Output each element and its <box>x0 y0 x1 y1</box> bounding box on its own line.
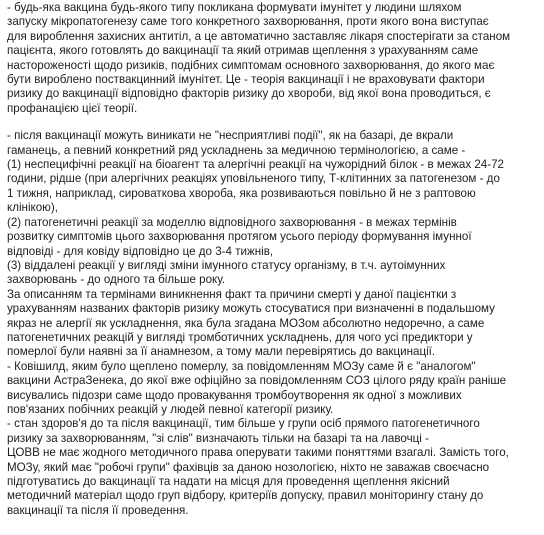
text-line: урахуванням названих факторів ризику можуть стосуватися при визначенні в подальшому <box>7 302 495 316</box>
text-line: (2) патогенетичні реакції за моделлю відповідного захворювання - в межах термінів <box>7 215 457 229</box>
text-line: пов'язаних побічних реакцій у людей певної категорії ризику. <box>7 402 334 416</box>
text-line: - Ковішилд, яким було щеплено померлу, за повідомленням МОЗу саме й є "аналогом" <box>7 359 476 373</box>
text-line: години, рідше (при алергічних реакціях уповільненого типу, Т-клітинних за патогенезом - до <box>7 172 500 186</box>
text-line: висувались підозри саме щодо провакування тромбоутворення як одної з можливих <box>7 388 462 402</box>
text-line: бути вироблено поствакцинний імунітет. Це - теорія вакцинації і не враховувати фактори <box>7 73 485 87</box>
text-line: (1) неспецифічні реакції на біоагент та алергічні реакції на чужорідний білок - в межах 24-72 <box>7 158 505 172</box>
text-line: померлої були наявні за її анамнезом, а тому мали перевірятись до вакцинації. <box>7 345 436 359</box>
text-line: запуску мікропатогенезу саме того конкретного захворювання, проти якого вона виступає <box>7 15 489 29</box>
post-text <box>7 1 539 518</box>
text-line: якраз не алергії як ускладнення, яка була згадана МОЗом абсолютно недоречно, а саме <box>7 316 485 330</box>
text-line: методичний матеріал щодо груп відбору, критеріїв допуску, правил моніторингу стану до <box>7 489 484 503</box>
paragraph-post-vaccination-complications <box>7 129 539 518</box>
text-line: розвитку симптомів цього захворювання протягом усього періоду формування імунної <box>7 230 472 244</box>
text-line: захворювань - до одного та більше року. <box>7 273 226 287</box>
text-line: За описанням та термінами виникнення факт та причини смерті у даної пацієнтки з <box>7 287 457 301</box>
text-line: ризику до вакцинації відповідно факторів ризику до хвороби, від якої вона проводиться, є <box>7 87 491 101</box>
text-line: відповіді - для ковіду відповідно це до 3-4 тижнів, <box>7 244 274 258</box>
text-line: пацієнта, якого готовлять до вакцинації та який отримав щеплення з урахуванням саме <box>7 44 479 58</box>
text-line: гаманець, а певний конкретний ряд ускладнень за медичною термінологією, а саме - <box>7 143 466 157</box>
text-line: клінікою), <box>7 201 58 215</box>
text-line: для вироблення захисних антитіл, а це автоматично заставляє лікаря спостерігати за станом <box>7 29 511 43</box>
text-line: (3) віддалені реакції у вигляді зміни імунного статусу організму, в т.ч. аутоімунних <box>7 258 446 272</box>
text-line: ризику за захворюванням, "зі слів" визначають тільки на базарі та на лавочці - <box>7 431 429 445</box>
text-line: вакцини АстраЗенека, до якої вже офіційно за повідомленням СОЗ цілого ряду країн раніше <box>7 374 507 388</box>
text-line: 1 тижня, наприклад, сироваткова хвороба, яка розвиваються повільно й не з раптовою <box>7 186 476 200</box>
text-line: - будь-яка вакцина будь-якого типу покликана формувати імунітет у людини шляхом <box>7 1 462 14</box>
text-line: настороженості щодо ризиків, подібних симптомам основного захворювання, до якого має <box>7 58 495 72</box>
text-line: вакцинації та після її проведення. <box>7 503 189 517</box>
paragraph-vaccination-theory <box>7 1 539 116</box>
text-line: підготуватись до вакцинації та надати на місця для проведення щеплення якісний <box>7 475 450 488</box>
text-line: - стан здоров'я до та після вакцинації, тим більше у групи осіб прямого патогенетичного <box>7 417 480 431</box>
text-line: МОЗу, який має "робочі групи" фахівців за даною нозологією, ніхто не заважав своєчасно <box>7 460 490 474</box>
paragraph-gap <box>7 116 539 129</box>
text-line: патогенетичних реакцій у вигляді тромботичних ускладнень, для чого усі предиктори у <box>7 330 473 344</box>
text-line: - після вакцинації можуть виникати не "несприятливі події", як на базарі, де вкрали <box>7 129 454 143</box>
text-line: ЦОВВ не має жодного методичного права оперувати такими поняттями взагалі. Замість того, <box>7 446 509 460</box>
text-line: профанацією цієї теорії. <box>7 101 138 115</box>
